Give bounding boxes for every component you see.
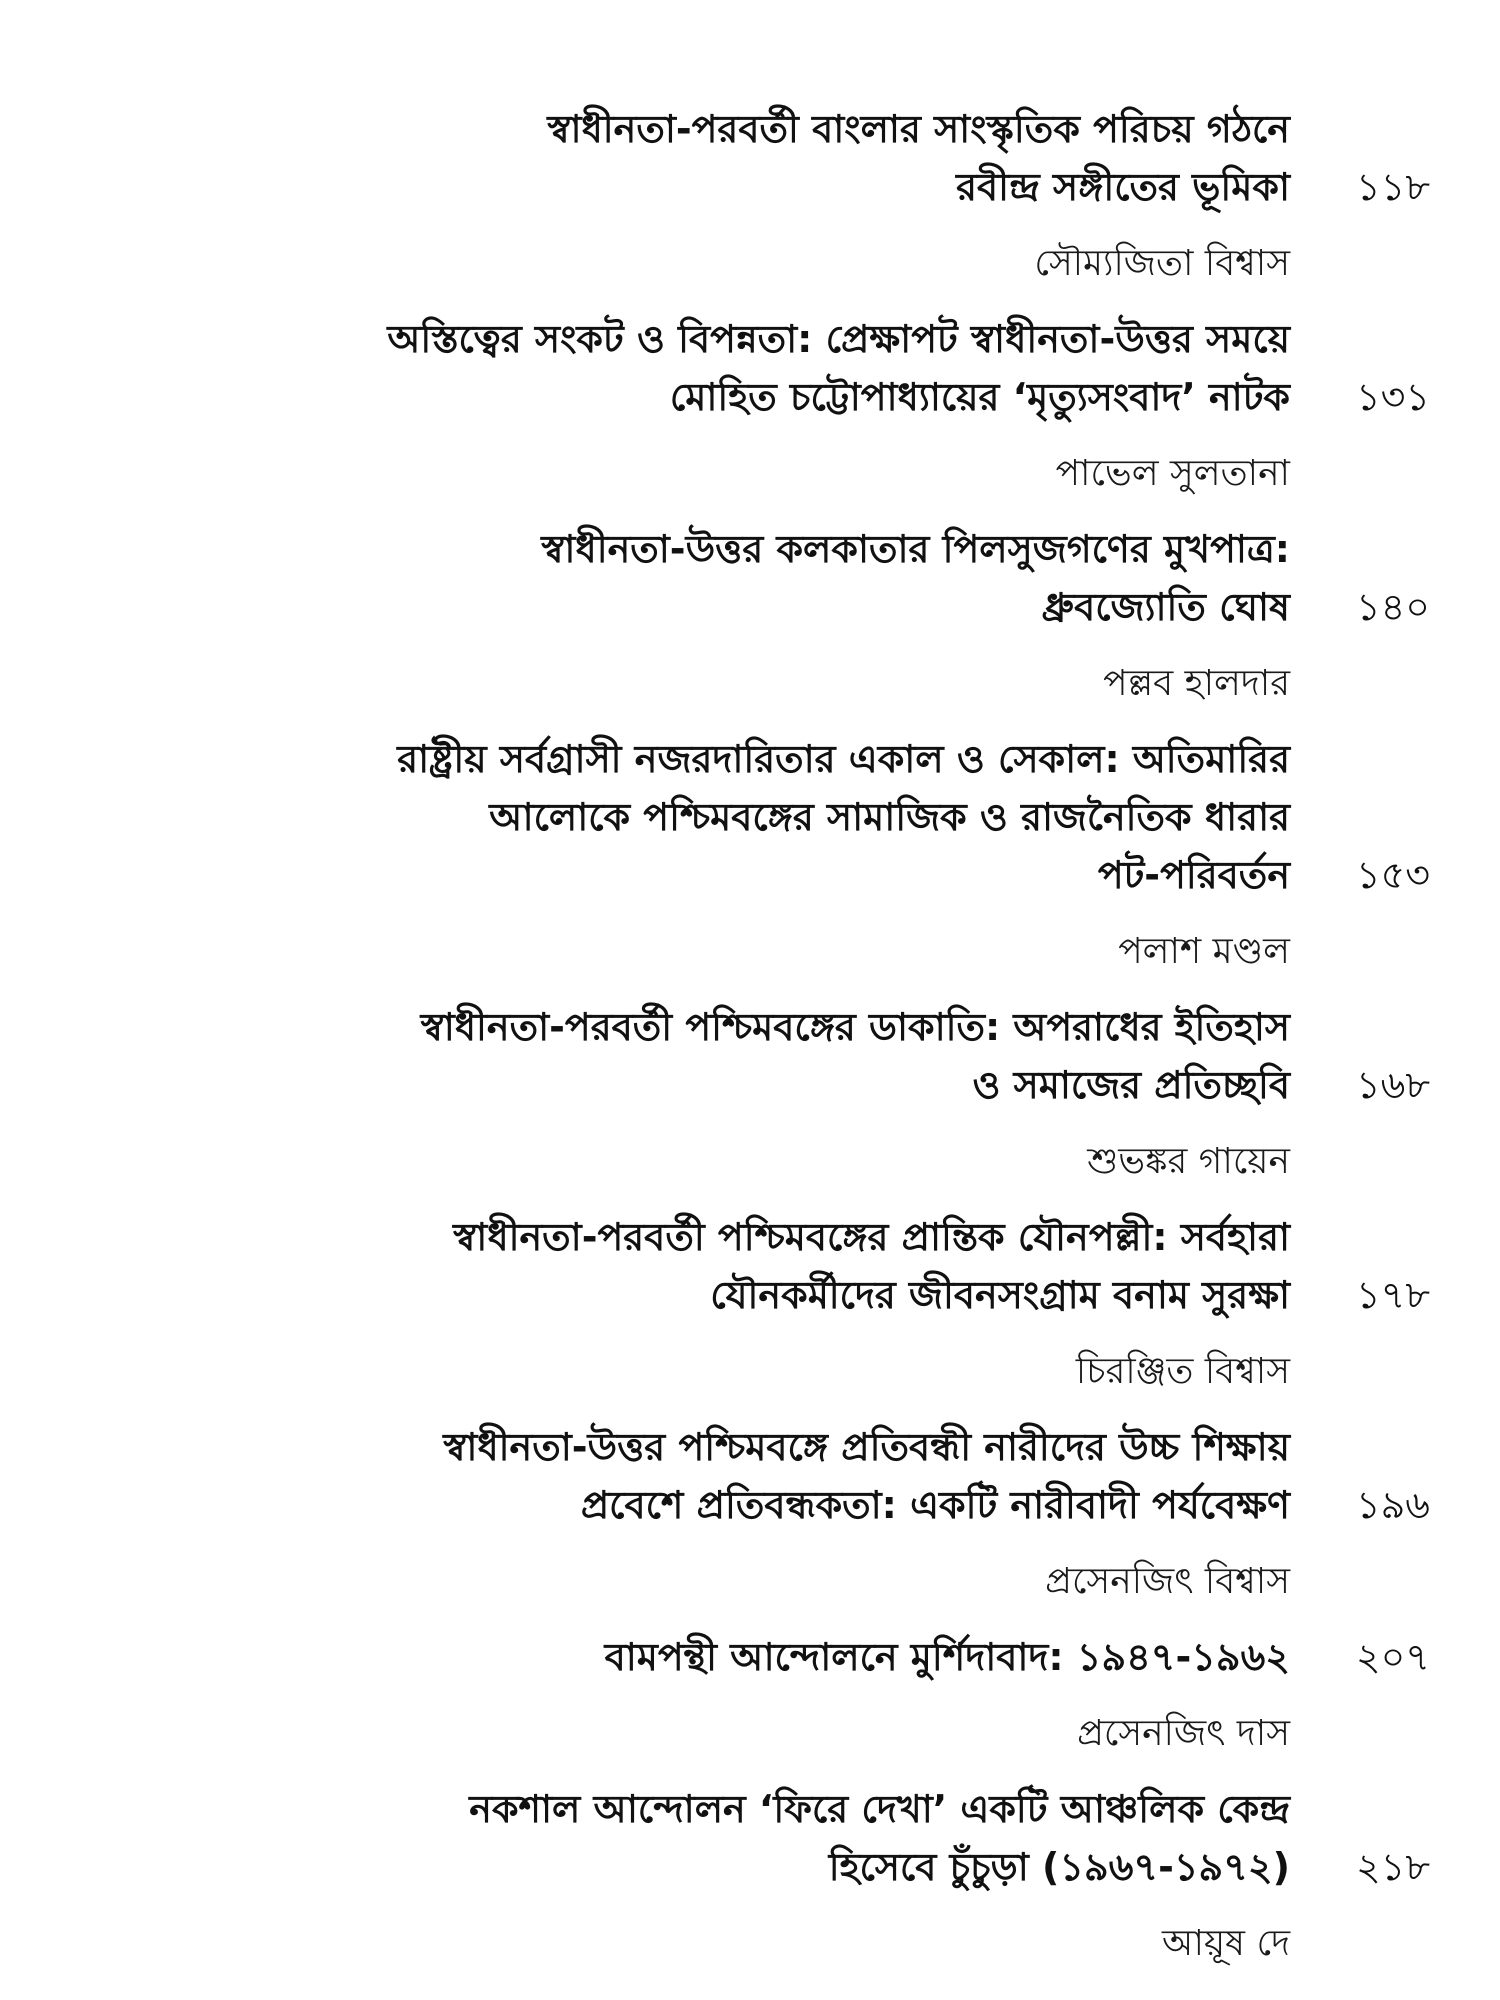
entry-author: প্রসেনজিৎ দাস [1077,1713,1290,1754]
toc-entry [60,1628,1440,1758]
entry-title-row [60,1208,1440,1324]
entry-page-number: ১৪০ [1355,585,1430,629]
entry-author-row [60,1920,1440,1968]
toc-entry [60,100,1440,288]
entry-title-line: যৌনকর্মীদের জীবনসংগ্রাম বনাম সুরক্ষা [710,1273,1290,1317]
entry-title [80,100,1290,216]
entry-title [80,1208,1290,1324]
entry-title [80,998,1290,1114]
entry-author: পাভেল সুলতানা [1055,453,1290,494]
entry-title-line: রাষ্ট্রীয় সর্বগ্রাসী নজরদারিতার একাল ও সেকাল: অতিমারির [397,737,1290,781]
entry-title-line: স্বাধীনতা-পরবর্তী বাংলার সাংস্কৃতিক পরিচয় গঠনে [547,107,1290,151]
entry-title [80,730,1290,904]
entry-title-line: রবীন্দ্র সঙ্গীতের ভূমিকা [956,165,1290,209]
entry-page-number: ১৫৩ [1355,853,1430,897]
entry-author-row [60,1558,1440,1606]
entry-title-line: অস্তিত্বের সংকট ও বিপন্নতা: প্রেক্ষাপট স্বাধীনতা-উত্তর সময়ে [387,317,1290,361]
entry-author-row [60,450,1440,498]
toc-entry [60,1780,1440,1968]
toc-entry [60,520,1440,708]
entry-title-row [60,1780,1440,1896]
entry-title [80,520,1290,636]
entry-title-row [60,1628,1440,1686]
entry-title-row [60,1418,1440,1534]
entry-author: আয়ূষ দে [1161,1923,1290,1964]
entry-author-row [60,1710,1440,1758]
entry-title-line: হিসেবে চুঁচুড়া (১৯৬৭-১৯৭২) [828,1845,1290,1889]
entry-title-line: আলোকে পশ্চিমবঙ্গের সামাজিক ও রাজনৈতিক ধারার [489,795,1290,839]
entry-author: শুভঙ্কর গায়েন [1087,1141,1290,1182]
entry-author-row [60,928,1440,976]
toc-entry [60,1418,1440,1606]
entry-page-number: ২১৮ [1355,1845,1430,1889]
entry-title-line: স্বাধীনতা-পরবর্তী পশ্চিমবঙ্গের প্রান্তিক যৌনপল্লী: সর্বহারা [453,1215,1290,1259]
entry-title-row [60,730,1440,904]
toc-entry [60,998,1440,1186]
entry-page-number: ১৩১ [1355,375,1430,419]
toc-entry [60,310,1440,498]
toc-entry [60,1208,1440,1396]
table-of-contents [60,100,1440,1990]
entry-title-line: ধ্রুবজ্যোতি ঘোষ [1041,585,1290,629]
entry-title [80,1628,1290,1686]
entry-author: পল্লব হালদার [1103,663,1290,704]
entry-author-row [60,660,1440,708]
entry-page-number: ১৭৮ [1355,1273,1430,1317]
entry-title-line: নকশাল আন্দোলন ‘ফিরে দেখা’ একটি আঞ্চলিক কেন্দ্র [469,1787,1290,1831]
entry-title [80,1418,1290,1534]
entry-title-line: স্বাধীনতা-পরবর্তী পশ্চিমবঙ্গের ডাকাতি: অপরাধের ইতিহাস [420,1005,1290,1049]
entry-title-line: বামপন্থী আন্দোলনে মুর্শিদাবাদ: ১৯৪৭-১৯৬২ [604,1635,1290,1679]
entry-title-line: মোহিত চট্টোপাধ্যায়ের ‘মৃত্যুসংবাদ’ নাটক [669,375,1290,419]
entry-title-row [60,520,1440,636]
entry-title-line: পট-পরিবর্তন [1097,853,1290,897]
entry-page-number: ২০৭ [1355,1635,1430,1679]
entry-title-line: ও সমাজের প্রতিচ্ছবি [972,1063,1290,1107]
entry-author: চিরঞ্জিত বিশ্বাস [1075,1351,1290,1392]
toc-entry [60,730,1440,976]
entry-author-row [60,240,1440,288]
entry-title [80,310,1290,426]
entry-author-row [60,1348,1440,1396]
entry-author: পলাশ মণ্ডল [1118,931,1290,972]
entry-title-row [60,998,1440,1114]
entry-author-row [60,1138,1440,1186]
entry-title-line: স্বাধীনতা-উত্তর পশ্চিমবঙ্গে প্রতিবন্ধী নারীদের উচ্চ শিক্ষায় [443,1425,1290,1469]
entry-page-number: ১৬৮ [1355,1063,1430,1107]
entry-title-line: স্বাধীনতা-উত্তর কলকাতার পিলসুজগণের মুখপাত্র: [541,527,1290,571]
entry-title-row [60,310,1440,426]
entry-page-number: ১৯৬ [1355,1483,1430,1527]
entry-title-line: প্রবেশে প্রতিবন্ধকতা: একটি নারীবাদী পর্যবেক্ষণ [580,1483,1290,1527]
entry-page-number: ১১৮ [1356,165,1430,209]
entry-author: প্রসেনজিৎ বিশ্বাস [1045,1561,1290,1602]
entry-author: সৌম্যজিতা বিশ্বাস [1034,243,1290,284]
entry-title-row [60,100,1440,216]
entry-title [80,1780,1290,1896]
